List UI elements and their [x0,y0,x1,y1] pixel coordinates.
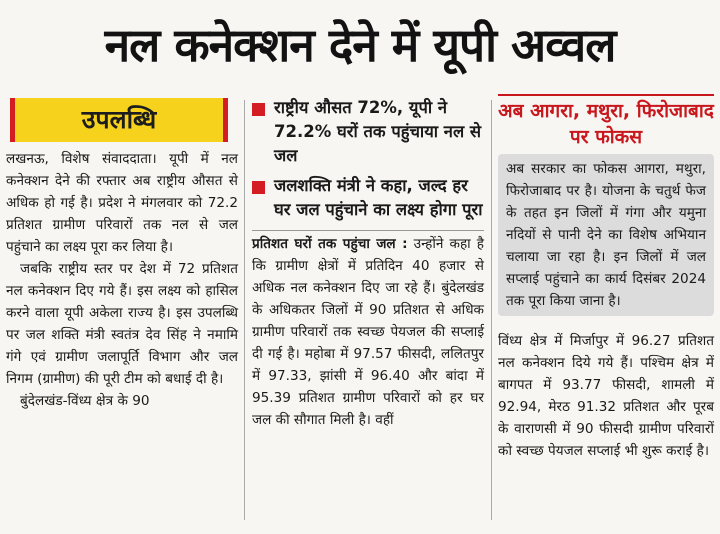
focus-heading: अब आगरा, मथुरा, फिरोजाबाद पर फोकस [498,94,714,150]
body-paragraph: बुंदेलखंड-विंध्य क्षेत्र के 90 [20,393,150,409]
highlight-item [252,96,484,168]
focus-text: अब सरकार का फोकस आगरा, मथुरा, फिरोजाबाद पर है। योजना के चतुर्थ फेज के तहत इन जिलों में गंगा और यमुना नदियों से पानी देने का विशेष अभियान चलाया जा रहा है। इन जिलों में जल सप्लाई पहुंचाने का कार्य दिसंबर 2024 तक पूरा किया जाना है। [506,161,706,309]
achievement-tag-label: उपलब्धि [81,105,157,134]
column-divider [244,100,245,520]
body-text: उन्होंने कहा है कि ग्रामीण क्षेत्रों में प्रतिदिन 40 हजार से अधिक नल कनेक्शन दिए जा रहे हैं। बुंदेलखंड के अधिकतर जिलों में 90 प्रतिशत से अधिक ग्रामीण परिवारों तक स्वच्छ पेयजल की सप्लाई दी गई है। महोबा में 97.57 फीसदी, ललितपुर में 97.33, झांसी में 96.40 और बांदा में 95.39 प्रतिशत ग्रामीण परिवारों को हर घर जल की सौगात मिली है। वहीं [252,236,485,428]
column-divider [491,100,492,520]
body-paragraph: जबकि राष्ट्रीय स्तर पर देश में 72 प्रतिशत नल कनेक्शन दिए गये हैं। इस लक्ष्य को हासिल करने वाला यूपी अकेला राज्य है। इस उपलब्धि पर जल शक्ति मंत्री स्वतंत्र देव सिंह ने नमामि गंगे एवं ग्रामीण जलापूर्ति विभाग और जल निगम (ग्रामीण) की पूरी टीम को बधाई दी है। [6,261,238,387]
achievement-tag [10,98,228,142]
subhead-lead: प्रतिशत घरों तक पहुंचा जल : [252,236,408,252]
body-paragraph: लखनऊ, विशेष संवाददाता। यूपी में नल कनेक्शन देने की रफ्तार अब राष्ट्रीय औसत से अधिक हो गई है। प्रदेश ने मंगलवार को 72.2 प्रतिशत ग्रामीण परिवारों तक नल से जल पहुंचाने का लक्ष्य पूरा कर लिया है। [6,151,238,255]
highlight-text: जलशक्ति मंत्री ने कहा, जल्द हर घर जल पहुंचाने का लक्ष्य होगा पूरा [274,176,483,219]
highlight-item [252,174,484,222]
column-2 [252,96,484,431]
column-1 [6,98,238,412]
bullet-square-icon [252,181,265,194]
body-paragraph [252,230,484,431]
focus-box [498,154,714,316]
body-paragraph: विंध्य क्षेत्र में मिर्जापुर में 96.27 प्रतिशत नल कनेक्शन दिये गये हैं। पश्चिम क्षेत्र में बागपत में 93.77 फीसदी, शामली में 92.94, मेरठ 91.32 प्रतिशत और पूरब के वाराणसी में 90 फीसदी ग्रामीण परिवारों को स्वच्छ पेयजल सप्लाई भी शुरू कराई है। [498,333,714,459]
column-3 [498,94,714,462]
headline: नल कनेक्शन देने में यूपी अव्वल [104,18,616,72]
highlight-text: राष्ट्रीय औसत 72%, यूपी ने 72.2% घरों तक पहुंचाया नल से जल [274,98,482,165]
highlights [252,96,484,222]
bullet-square-icon [252,103,265,116]
